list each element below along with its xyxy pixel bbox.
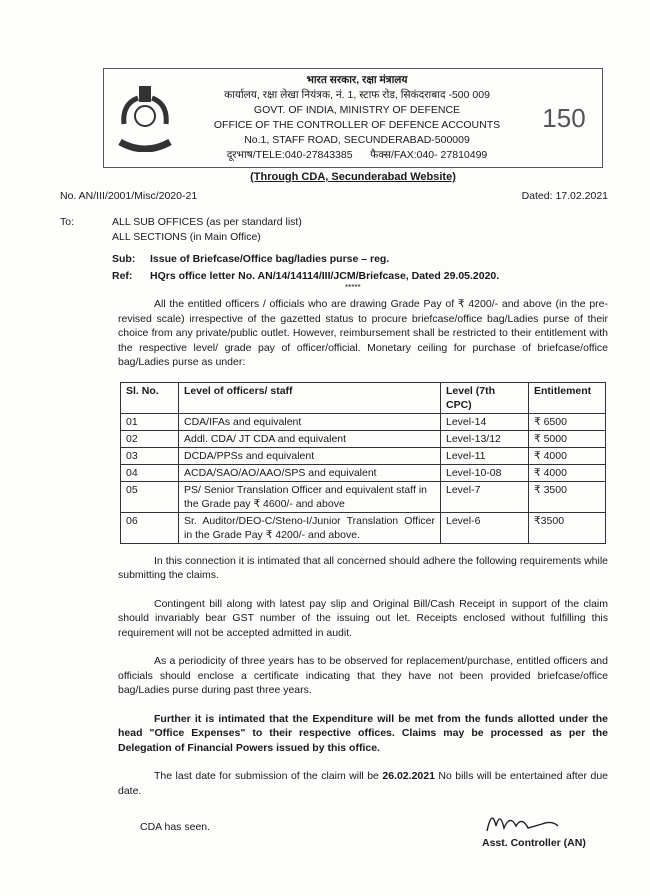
cell: Level-13/12 [441,430,529,447]
table-row [121,464,606,481]
header-level-cpc: Level (7th CPC) [441,382,529,413]
closing-row [140,806,650,851]
cell: ₹ 6500 [529,413,606,430]
subject-label: Sub: [112,253,136,265]
hindi-office-line: कार्यालय, रक्षा लेखा नियंत्रक, नं. 1, स्टाफ रोड, सिकंदराबाद -500 009 [224,89,490,101]
150-years-logo-icon [540,98,588,138]
subject: Issue of Briefcase/Office bag/ladies purse – reg. [150,253,390,265]
header-sl-no: Sl. No. [121,382,179,413]
cell: 01 [121,413,179,430]
addressee-block [60,215,650,244]
department-emblem-icon [116,84,174,152]
signatory: Asst. Controller (AN) [482,837,586,849]
signature-icon [482,806,562,836]
cell: Level-6 [441,512,529,543]
cell: ₹ 3500 [529,481,606,512]
telephone: दूरभाष/TELE:040-27843385 [226,149,353,161]
contact-line [182,148,532,163]
paragraph-6 [118,769,608,798]
cell: Sr. Auditor/DEO-C/Steno-I/Junior Translation Officer in the Grade Pay ₹ 4200/- and above. [179,512,441,543]
cell: Level-7 [441,481,529,512]
addressee-1: ALL SUB OFFICES (as per standard list) [112,216,302,228]
separator-stars: ***** [345,283,361,292]
table-row [121,413,606,430]
cell: DCDA/PPSs and equivalent [179,447,441,464]
cell: Addl. CDA/ JT CDA and equivalent [179,430,441,447]
header-entitlement: Entitlement [529,382,606,413]
cell: ₹ 4000 [529,447,606,464]
table-row [121,512,606,543]
letterhead-text [182,73,532,163]
cell: 04 [121,464,179,481]
table-row [121,430,606,447]
cell: ₹ 5000 [529,430,606,447]
cell: 06 [121,512,179,543]
paragraph-4: As a periodicity of three years has to be observed for replacement/purchase, entitled officers and officials should enclose a certificate indicating that they have not been provided briefcase/office bag/Ladies purse during past three years. [118,655,608,696]
cell: Level-14 [441,413,529,430]
date: Dated: 17.02.2021 [521,189,608,202]
addressee-2: ALL SECTIONS (in Main Office) [112,230,261,243]
header-level-officers: Level of officers/ staff [179,382,441,413]
entitlement-table [120,382,606,544]
paragraph-1: All the entitled officers / officials who are drawing Grade Pay of ₹ 4200/- and above (in the pre-revised scale) irrespective of the gazetted status to procure briefcase/office bag/Ladies purse of their choice from any private/public outlet. However, reimbursement shall be restricted to their entitlement with the respective level/ grade pay of officer/official. Monetary ceiling for purchase of briefcase/office bag/Ladies purse as under: [118,298,608,368]
ref-label: Ref: [112,269,133,282]
paragraph-3: Contingent bill along with latest pay slip and Original Bill/Cash Receipt in support of the claim should invariably bear GST number of the issuing out let. Receipts enclosed without fulfilling this requirement will not be accepted admitted in audit. [118,597,608,639]
paragraph-5: Further it is intimated that the Expenditure will be met from the funds allotted under the head "Office Expenses" to their respective offices. Claims may be processed as per the Delegation of Financial Powers issued by this office. [118,712,608,754]
through-line: (Through CDA, Secunderabad Website) [250,171,456,183]
cell: ACDA/SAO/AO/AAO/SPS and equivalent [179,464,441,481]
last-date-text: The last date for submission of the claim will be [154,770,383,782]
letterhead [103,68,603,168]
reference-number: No. AN/III/2001/Misc/2020-21 [60,189,198,202]
cda-seen-note: CDA has seen. [140,821,211,833]
office-line: OFFICE OF THE CONTROLLER OF DEFENCE ACCOUNTS [213,119,501,131]
to-label: To: [60,216,75,228]
logo-text: 150 [542,103,586,133]
cell: CDA/IFAs and equivalent [179,413,441,430]
ref-row [112,269,650,284]
paragraph-2: In this connection it is intimated that all concerned should adhere the following requirements while submitting the claims. [118,554,608,581]
cell: 05 [121,481,179,512]
cell: PS/ Senior Translation Officer and equivalent staff in the Grade pay ₹ 4600/- and above [179,481,441,512]
fax: फैक्स/FAX:040- 27810499 [370,149,488,161]
hindi-govt-line: भारत सरकार, रक्षा मंत्रालय [306,74,408,86]
cell: Level-11 [441,447,529,464]
reference: HQrs office letter No. AN/14/14114/III/JCM/Briefcase, Dated 29.05.2020. [150,269,500,282]
cell: Level-10-08 [441,464,529,481]
cell: ₹3500 [529,512,606,543]
table-header-row [121,382,606,413]
subject-row [112,252,650,267]
cell: ₹ 4000 [529,464,606,481]
govt-line: GOVT. OF INDIA, MINISTRY OF DEFENCE [253,104,461,116]
last-date: 26.02.2021 [382,770,435,782]
cell: 02 [121,430,179,447]
signature-block [482,806,586,851]
address-line: No.1, STAFF ROAD, SECUNDERABAD-500009 [244,134,470,146]
cell: 03 [121,447,179,464]
table-row [121,481,606,512]
table-row [121,447,606,464]
ref-date-row [60,189,608,204]
last-date-text-2: No bills will be entertained after due date. [118,770,609,797]
